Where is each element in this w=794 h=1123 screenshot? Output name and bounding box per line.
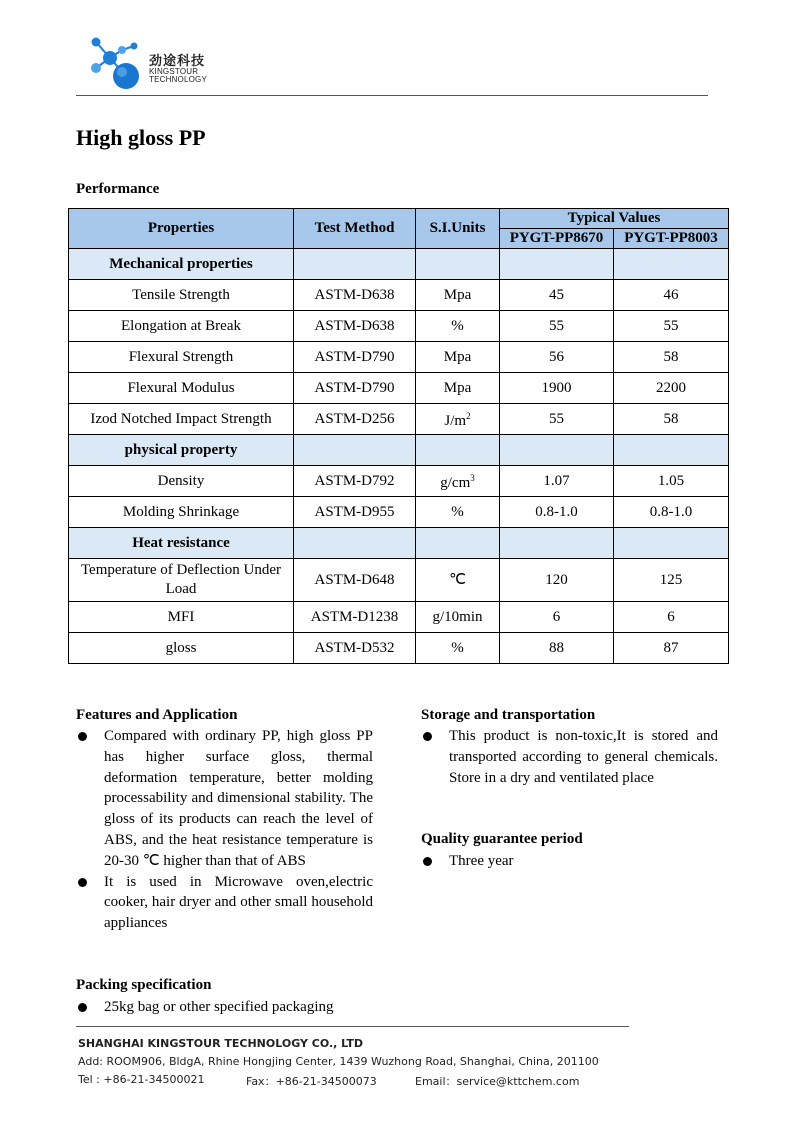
performance-heading: Performance (76, 181, 160, 197)
group-empty-cell (500, 435, 614, 466)
unit-cell: g/10min (416, 602, 500, 633)
grade-1-value: 1900 (500, 373, 614, 404)
unit-superscript: 3 (470, 473, 475, 483)
unit-cell (416, 404, 500, 435)
group-empty-cell (294, 528, 416, 559)
grade-1-value: 1.07 (500, 466, 614, 497)
test-method-cell: ASTM-D790 (294, 373, 416, 404)
packing-heading: Packing specification (76, 977, 212, 993)
grade-2-value: 1.05 (614, 466, 729, 497)
unit-cell: % (416, 497, 500, 528)
table-row (69, 466, 729, 497)
table-row (69, 280, 729, 311)
unit-text: J/m (444, 413, 467, 429)
quality-item: Three year (421, 851, 718, 872)
footer-fax: Fax：+86-21-34500073 (246, 1075, 377, 1088)
features-heading: Features and Application (76, 707, 238, 723)
grade-2-value: 125 (614, 559, 729, 602)
footer-divider (76, 1026, 629, 1027)
property-cell: Density (69, 466, 294, 497)
property-cell: Temperature of Deflection Under Load (69, 559, 294, 602)
group-empty-cell (614, 528, 729, 559)
features-list (76, 726, 373, 934)
logo-chinese-name: 劲途科技 (149, 54, 206, 69)
group-empty-cell (416, 528, 500, 559)
unit-cell: % (416, 633, 500, 664)
storage-heading: Storage and transportation (421, 707, 596, 723)
test-method-cell: ASTM-D256 (294, 404, 416, 435)
document-title: High gloss PP (76, 125, 206, 150)
test-method-cell: ASTM-D638 (294, 311, 416, 342)
grade-1-value: 0.8-1.0 (500, 497, 614, 528)
performance-table (68, 208, 729, 664)
table-row (69, 373, 729, 404)
unit-superscript: 2 (466, 411, 471, 421)
unit-cell: % (416, 311, 500, 342)
group-empty-cell (500, 249, 614, 280)
header-typical-values: Typical Values (500, 209, 729, 229)
table-row (69, 342, 729, 373)
property-cell: Tensile Strength (69, 280, 294, 311)
property-cell: gloss (69, 633, 294, 664)
grade-1-value: 6 (500, 602, 614, 633)
group-empty-cell (416, 435, 500, 466)
grade-2-value: 6 (614, 602, 729, 633)
grade-1-value: 55 (500, 404, 614, 435)
property-cell: Flexural Modulus (69, 373, 294, 404)
property-cell: Izod Notched Impact Strength (69, 404, 294, 435)
group-empty-cell (614, 249, 729, 280)
header-grade-1: PYGT-PP8670 (500, 229, 614, 249)
table-row (69, 404, 729, 435)
test-method-cell: ASTM-D532 (294, 633, 416, 664)
footer-email: Email：service@kttchem.com (415, 1075, 580, 1088)
test-method-cell: ASTM-D955 (294, 497, 416, 528)
unit-cell: ℃ (416, 559, 500, 602)
test-method-cell: ASTM-D792 (294, 466, 416, 497)
header-properties: Properties (69, 209, 294, 249)
features-item: Compared with ordinary PP, high gloss PP has higher surface gloss, thermal deformation temperature, better molding processability and dimensional stability. The gloss of its products can reach the level of ABS, and the heat resistance temperature is 20-30 ℃ higher than that of ABS (76, 726, 373, 872)
group-name: physical property (69, 435, 294, 466)
unit-cell: Mpa (416, 373, 500, 404)
group-empty-cell (614, 435, 729, 466)
group-row (69, 435, 729, 466)
grade-1-value: 120 (500, 559, 614, 602)
group-name: Mechanical properties (69, 249, 294, 280)
footer-tel: Tel : +86-21-34500021 (78, 1073, 205, 1086)
grade-2-value: 46 (614, 280, 729, 311)
test-method-cell: ASTM-D790 (294, 342, 416, 373)
grade-1-value: 45 (500, 280, 614, 311)
footer-address: Add: ROOM906, BldgA, Rhine Hongjing Center, 1439 Wuzhong Road, Shanghai, China, 201100 (78, 1055, 599, 1068)
group-name: Heat resistance (69, 528, 294, 559)
features-item: It is used in Microwave oven,electric cooker, hair dryer and other small household appliances (76, 872, 373, 934)
group-row (69, 528, 729, 559)
property-cell: MFI (69, 602, 294, 633)
test-method-cell: ASTM-D638 (294, 280, 416, 311)
group-empty-cell (416, 249, 500, 280)
table-row (69, 602, 729, 633)
storage-item: This product is non-toxic,It is stored and transported according to general chemicals. Store in a dry and ventilated place (421, 726, 718, 788)
group-row (69, 249, 729, 280)
test-method-cell: ASTM-D648 (294, 559, 416, 602)
grade-2-value: 2200 (614, 373, 729, 404)
packing-item: 25kg bag or other specified packaging (76, 997, 396, 1018)
quality-list (421, 851, 718, 872)
grade-1-value: 88 (500, 633, 614, 664)
table-row (69, 559, 729, 602)
unit-cell: Mpa (416, 342, 500, 373)
storage-list (421, 726, 718, 788)
group-empty-cell (500, 528, 614, 559)
table-row (69, 497, 729, 528)
test-method-cell: ASTM-D1238 (294, 602, 416, 633)
grade-2-value: 58 (614, 404, 729, 435)
table-row (69, 633, 729, 664)
unit-cell (416, 466, 500, 497)
grade-1-value: 55 (500, 311, 614, 342)
packing-list (76, 997, 396, 1018)
unit-text: g/cm (440, 475, 471, 491)
property-cell: Elongation at Break (69, 311, 294, 342)
footer-company: SHANGHAI KINGSTOUR TECHNOLOGY CO., LTD (78, 1037, 363, 1050)
grade-2-value: 55 (614, 311, 729, 342)
unit-cell: Mpa (416, 280, 500, 311)
header-grade-2: PYGT-PP8003 (614, 229, 729, 249)
logo-english-line1: KINGSTOUR (149, 67, 199, 76)
grade-2-value: 87 (614, 633, 729, 664)
quality-heading: Quality guarantee period (421, 831, 583, 847)
grade-1-value: 56 (500, 342, 614, 373)
header-units: S.I.Units (416, 209, 500, 249)
header-test-method: Test Method (294, 209, 416, 249)
grade-2-value: 0.8-1.0 (614, 497, 729, 528)
table-row (69, 311, 729, 342)
logo-english-line2: TECHNOLOGY (149, 75, 208, 84)
group-empty-cell (294, 249, 416, 280)
property-cell: Flexural Strength (69, 342, 294, 373)
header-divider (76, 95, 708, 96)
grade-2-value: 58 (614, 342, 729, 373)
property-cell: Molding Shrinkage (69, 497, 294, 528)
group-empty-cell (294, 435, 416, 466)
